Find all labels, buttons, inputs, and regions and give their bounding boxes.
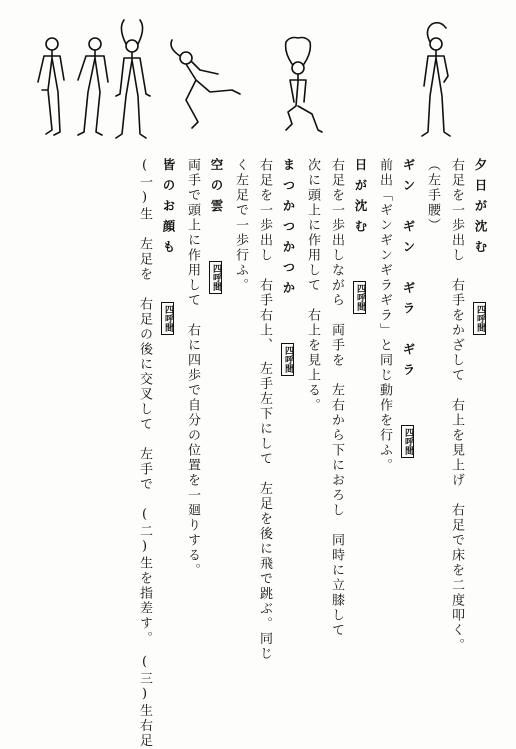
section-heading-gin-gin-gira-gira: ギン ギン ギラ ギラ 四呼間: [396, 158, 420, 628]
figure-5: [286, 38, 322, 133]
count-tag: 四呼間: [161, 302, 174, 335]
count-tag: 四呼間: [209, 261, 222, 294]
section-heading-makka-kakka: まつかつかつか 四呼間: [276, 158, 300, 628]
text-line: 両手で頭上に作用して 右に四歩で自分の位置を一廻りする。: [185, 158, 200, 578]
section-heading-sora-no-kumo: 空の雲 四呼間: [204, 158, 228, 628]
text-line: （左手腰）: [425, 158, 440, 233]
figure-1: [38, 38, 64, 135]
text-line: 次に頭上に作用して 右上を見上る。: [305, 158, 320, 413]
section-heading-mina-no-okao-mo: 皆のお顔も 四呼間: [156, 158, 180, 628]
count-tag: 四呼間: [281, 343, 294, 376]
figure-6: [422, 23, 450, 136]
text-line: (一)生 左足を 右足の後に交叉して 左手で (二)生を指差す。 (三)生右足: [137, 158, 152, 749]
text-line: 右足を一歩出し 右手右上、 左手左下にして 左足を後に飛で跳ぶ。同じ: [257, 158, 272, 662]
vertical-text-body: [30, 158, 492, 749]
figure-4: [171, 40, 240, 128]
count-tag: 四呼間: [401, 425, 414, 458]
section-heading-yuhi-ga-shizumu: 夕日が沈む 四呼間: [468, 158, 492, 628]
section-heading-hi-ga-shizumu: 日が沈む 四呼間: [348, 158, 372, 628]
stick-figures: [0, 0, 516, 150]
count-tag: 四呼間: [473, 302, 486, 335]
text-line: 前出「ギンギンギラギラ」と同じ動作を行ふ。: [377, 158, 392, 473]
text-line: く左足で一歩行ふ。: [233, 158, 248, 293]
figure-3: [116, 20, 150, 138]
dance-figures-illustration: [0, 0, 516, 150]
text-line: 右足を一歩出しながら 両手を 左右から下におろし 同時に立膝して: [329, 158, 344, 638]
text-line: 右足を一歩出し 右手をかざして 右上を見上げ 右足で床を二度叩く。: [449, 158, 464, 653]
figure-2: [78, 38, 108, 135]
count-tag: 四呼間: [353, 281, 366, 314]
